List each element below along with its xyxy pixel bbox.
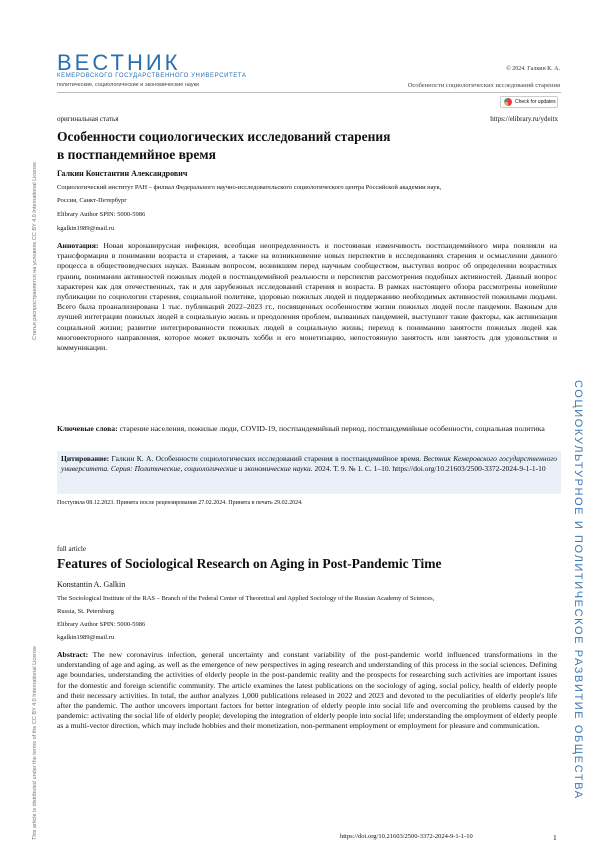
en-location: Russia, St. Petersburg (57, 607, 557, 616)
en-spin: Elibrary Author SPIN: 5000-5986 (57, 620, 557, 629)
citation-box: Цитирование: Галкин К. А. Особенности социологических исследований старения в постпандемийное время. Вестник Кемеровского государственного университета. Серия: Политические, социологические и экономические науки. 2024. Т. 9. № 1. С. 1–10. https://doi.org/10.21603/2500-3372-2024-9-1-1-10 (57, 451, 561, 494)
footer-doi-link[interactable]: https://doi.org/10.21603/2500-3372-2024-9-1-1-10 (340, 833, 473, 840)
ru-affiliation: Социологический институт РАН – филиал Федерального научно-исследовательского социологического центра Российской академии наук, (57, 183, 557, 192)
ru-article-type: оригинальная статья (57, 115, 118, 123)
journal-title: ВЕСТНИК (57, 50, 180, 76)
check-updates-label: Check for updates (515, 99, 556, 105)
rubric-vertical: СОЦИОКУЛЬТУРНОЕ И ПОЛИТИЧЕСКОЕ РАЗВИТИЕ ОБЩЕСТВА (572, 380, 586, 780)
ru-email[interactable]: kgalkin1989@mail.ru (57, 224, 557, 233)
license-en-vertical: This article is distributed under the terms of the CC BY 4.0 International License (30, 550, 40, 840)
en-article-title: Features of Sociological Research on Aging in Post-Pandemic Time (57, 556, 441, 572)
header-divider (57, 92, 561, 93)
journal-series: политические, социологические и экономические науки (57, 82, 199, 88)
crossmark-icon (504, 98, 512, 106)
journal-university: КЕМЕРОВСКОГО ГОСУДАРСТВЕННОГО УНИВЕРСИТЕТА (57, 73, 247, 79)
ru-spin: Elibrary Author SPIN: 5000-5986 (57, 210, 557, 219)
ru-keywords: Ключевые слова: старение населения, пожилые люди, COVID-19, постпандемийный период, постпандемийные особенности, социальная политика (57, 424, 557, 434)
publication-dates: Поступила 08.12.2023. Принята после рецензирования 27.02.2024. Принята в печать 29.02.2024. (57, 500, 303, 506)
en-abstract: Abstract: The new coronavirus infection, general uncertainty and constant variability of the post-pandemic world influenced transformations in the understanding of age and aging, as well as the emergence of new perspectives in aging research and understanding of this process in the social sciences. Defining age boundaries, understanding the activities of elderly people in the post-pandemic reality and the prospects for researching such activities are important issues for the domestic and foreign scientific community. The article examines the latest publications on the sociology of aging, social policy, health of elderly people and their necessary activities. In total, the author analyzes 1,000 publications released in 2022 and 2023 and devoted to the peculiarities of elderly people's life after the pandemic. The author uncovers important factors for better integration of elderly people into social life and overcoming the problems caused by the pandemic: activating the social life of elderly people; developing the integration of elderly people into social life; understanding the employment of elderly people as a multi-vector direction, which may include hobbies and their monetization, non-permanent employment or employment for pleasure and communication. (57, 650, 557, 732)
copyright: © 2024. Галкин К. А. (506, 66, 560, 72)
check-updates-button[interactable] (500, 96, 558, 108)
ru-article-title: Особенности социологических исследований старения в постпандемийное время (57, 128, 557, 164)
page-number: 1 (553, 833, 557, 842)
ru-abstract: Аннотация: Новая коронавирусная инфекция, всеобщая неопределенность и постоянная изменчивость постпандемийного мира повлияли на трансформации в понимании возраста и старения, а также на возникновение новых перспектив в исследованиях старения и осмыслении данного процесса в обществоведческих науках. Важным вопросом, возникшим перед научным сообществом, выступил вопрос об определении возрастных границ, понимании активностей пожилых людей в постпандемийной реальности и перспектив рассмотрения подобных активностей. Данный вопрос характерен как для отечественных, так и для зарубежных исследований старения и возраста. В рамках настоящего обзора рассмотрены новейшие публикации по социологии старения, социальной политике, здоровью пожилых людей и поддержанию необходимых активностей пожилыми людьми. Всего была проанализирована 1 тыс. публикаций 2022–2023 гг., посвященных особенностям жизни пожилых людей после пандемии. Важным для лучшей интеграции пожилых людей в социальную жизнь и преодоления проблем, вызванных пандемией, выступают такие факторы, как активизация социальной жизни; развитие интегрированности пожилых людей в социальную жизнь; переход к пониманию занятости пожилых людей как многовекторного направления, которое может включать хобби и его монетизацию, непостоянную занятость или занятость для удовольствия и коммуникации. (57, 241, 557, 353)
running-header: Особенности социологических исследований старения (408, 82, 560, 89)
en-affiliation: The Sociological Institute of the RAS – Branch of the Federal Center of Theoretical and Applied Sociology of the Russian Academy of Sciences, (57, 594, 557, 603)
en-email[interactable]: kgalkin1989@mail.ru (57, 633, 557, 642)
license-ru-vertical: Статья распространяется на условиях CC BY 4.0 International License (30, 90, 40, 340)
en-author: Konstantin A. Galkin (57, 580, 125, 589)
en-article-type: full article (57, 545, 86, 553)
ru-author: Галкин Константин Александрович (57, 169, 187, 178)
ru-location: Россия, Санкт-Петербург (57, 196, 557, 205)
ru-elibrary-link[interactable]: https://elibrary.ru/ydeitx (490, 115, 558, 123)
